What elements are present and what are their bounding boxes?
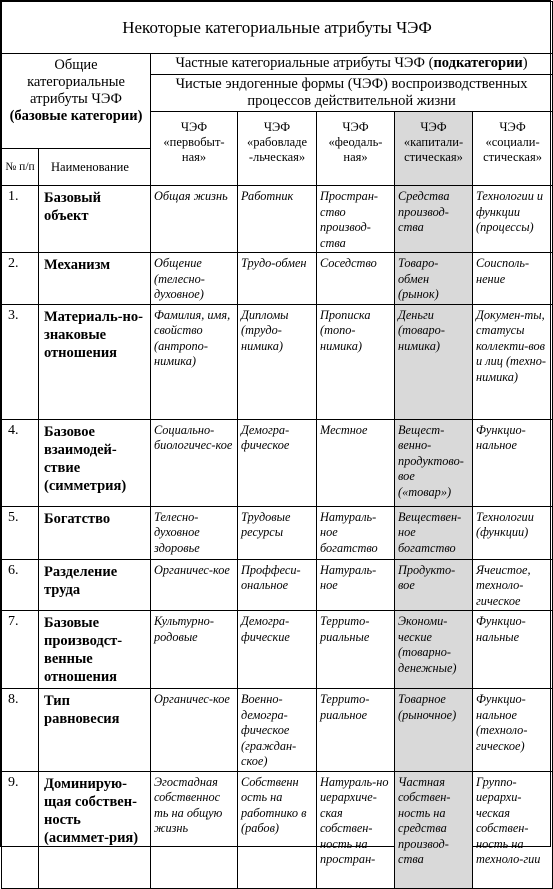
row-cell: Террито-риальные bbox=[317, 611, 395, 689]
row-cell: Частная собствен-ность на средства производ-ства bbox=[395, 771, 473, 888]
row-number: 6. bbox=[2, 559, 39, 611]
general-attributes-label: Общие категориальные атрибуты ЧЭФ bbox=[27, 57, 125, 107]
row-name: Разделение труда bbox=[39, 559, 151, 611]
table-body bbox=[2, 186, 553, 889]
row-name: Базовые производст-венные отношения bbox=[39, 611, 151, 689]
row-cell: Военно-демогра-фическое (граждан-ское) bbox=[238, 689, 317, 772]
row-name: Механизм bbox=[39, 253, 151, 305]
private-attributes-suffix: ) bbox=[522, 55, 528, 71]
number-header: № п/п bbox=[2, 149, 39, 186]
row-cell: Собственн ость на работнико в (рабов) bbox=[238, 771, 317, 888]
table-row bbox=[2, 186, 553, 253]
row-cell: Прописка (топо-нимика) bbox=[317, 304, 395, 419]
row-cell: Функцио-нальное bbox=[473, 419, 553, 506]
row-name: Материаль-но-знаковые отношения bbox=[39, 304, 151, 419]
row-cell: Органичес-кое bbox=[151, 559, 238, 611]
row-cell: Органичес-кое bbox=[151, 689, 238, 772]
table-row bbox=[2, 771, 553, 888]
table-title: Некоторые категориальные атрибуты ЧЭФ bbox=[2, 2, 553, 54]
row-cell: Демогра-фические bbox=[238, 611, 317, 689]
row-cell: Натураль-ное богатство bbox=[317, 506, 395, 559]
row-number: 1. bbox=[2, 186, 39, 253]
name-header: Наименование bbox=[39, 149, 151, 186]
row-cell: Фамилия, имя, свойство (антропо-нимика) bbox=[151, 304, 238, 419]
row-cell: Натураль-но иерархиче-ская собствен-ность на простран- bbox=[317, 771, 395, 888]
table-row bbox=[2, 689, 553, 772]
table-row bbox=[2, 304, 553, 419]
row-cell: Дипломы (трудо-нимика) bbox=[238, 304, 317, 419]
column-header: ЧЭФ «рабовладе -льческая» bbox=[238, 112, 317, 186]
row-cell: Технологии (функции) bbox=[473, 506, 553, 559]
private-attributes-bold: подкатегории bbox=[433, 55, 523, 71]
row-cell: Товарное (рыночное) bbox=[395, 689, 473, 772]
general-attributes-bold: (базовые категории) bbox=[9, 108, 143, 124]
row-cell: Простран-ство производ-ства bbox=[317, 186, 395, 253]
row-cell: Социально-биологичес-кое bbox=[151, 419, 238, 506]
row-cell: Проффеси-ональное bbox=[238, 559, 317, 611]
row-cell: Вещест-венно-продуктово-вое («товар») bbox=[395, 419, 473, 506]
table-row bbox=[2, 419, 553, 506]
attributes-table bbox=[1, 1, 553, 889]
row-cell: Работник bbox=[238, 186, 317, 253]
row-cell: Общая жизнь bbox=[151, 186, 238, 253]
table-row bbox=[2, 559, 553, 611]
row-number: 2. bbox=[2, 253, 39, 305]
row-cell: Террито-риальное bbox=[317, 689, 395, 772]
general-attributes-header bbox=[2, 54, 151, 149]
row-cell: Группо-иерархи-ческая собствен-ность на техноло-гии bbox=[473, 771, 553, 888]
column-header: ЧЭФ «социали-стическая» bbox=[473, 112, 553, 186]
row-cell: Ячеистое, техноло-гическое bbox=[473, 559, 553, 611]
table-row bbox=[2, 253, 553, 305]
row-cell: Натураль-ное bbox=[317, 559, 395, 611]
pure-forms-header: Чистые эндогенные формы (ЧЭФ) воспроизводственных процессов действительной жизни bbox=[151, 75, 553, 112]
row-cell: Деньги (товаро-нимика) bbox=[395, 304, 473, 419]
row-cell: Трудо-обмен bbox=[238, 253, 317, 305]
private-attributes-header bbox=[151, 54, 553, 75]
row-name: Богатство bbox=[39, 506, 151, 559]
row-number: 3. bbox=[2, 304, 39, 419]
row-cell: Культурно-родовые bbox=[151, 611, 238, 689]
row-cell: Местное bbox=[317, 419, 395, 506]
row-number: 9. bbox=[2, 771, 39, 888]
row-cell: Соисполь-нение bbox=[473, 253, 553, 305]
column-header: ЧЭФ «феодаль-ная» bbox=[317, 112, 395, 186]
table-row bbox=[2, 506, 553, 559]
row-cell: Функцио-нальное (техноло-гическое) bbox=[473, 689, 553, 772]
row-cell: Телесно-духовное здоровье bbox=[151, 506, 238, 559]
row-cell: Докумен-ты, статусы коллекти-вов и лиц (техно-нимика) bbox=[473, 304, 553, 419]
row-cell: Средства производ-ства bbox=[395, 186, 473, 253]
row-cell: Товаро-обмен (рынок) bbox=[395, 253, 473, 305]
row-cell: Общение (телесно-духовное) bbox=[151, 253, 238, 305]
table-row bbox=[2, 611, 553, 689]
row-cell: Эгостадная собственнос ть на общую жизнь bbox=[151, 771, 238, 888]
row-name: Базовый объект bbox=[39, 186, 151, 253]
row-cell: Экономи-ческие (товарно-денежные) bbox=[395, 611, 473, 689]
row-cell: Соседство bbox=[317, 253, 395, 305]
row-number: 7. bbox=[2, 611, 39, 689]
row-number: 4. bbox=[2, 419, 39, 506]
row-cell: Технологии и функции (процессы) bbox=[473, 186, 553, 253]
row-number: 5. bbox=[2, 506, 39, 559]
row-cell: Продукто-вое bbox=[395, 559, 473, 611]
column-header: ЧЭФ «капитали-стическая» bbox=[395, 112, 473, 186]
row-cell: Веществен-ное богатство bbox=[395, 506, 473, 559]
row-name: Базовое взаимодей-ствие (симметрия) bbox=[39, 419, 151, 506]
row-cell: Функцио-нальные bbox=[473, 611, 553, 689]
row-cell: Трудовые ресурсы bbox=[238, 506, 317, 559]
private-attributes-prefix: Частные категориальные атрибуты ЧЭФ ( bbox=[175, 55, 434, 71]
row-name: Тип равновесия bbox=[39, 689, 151, 772]
column-header: ЧЭФ «первобыт-ная» bbox=[151, 112, 238, 186]
row-number: 8. bbox=[2, 689, 39, 772]
row-cell: Демогра-фическое bbox=[238, 419, 317, 506]
row-name: Доминирую-щая собствен-ность (асиммет-рия) bbox=[39, 771, 151, 888]
